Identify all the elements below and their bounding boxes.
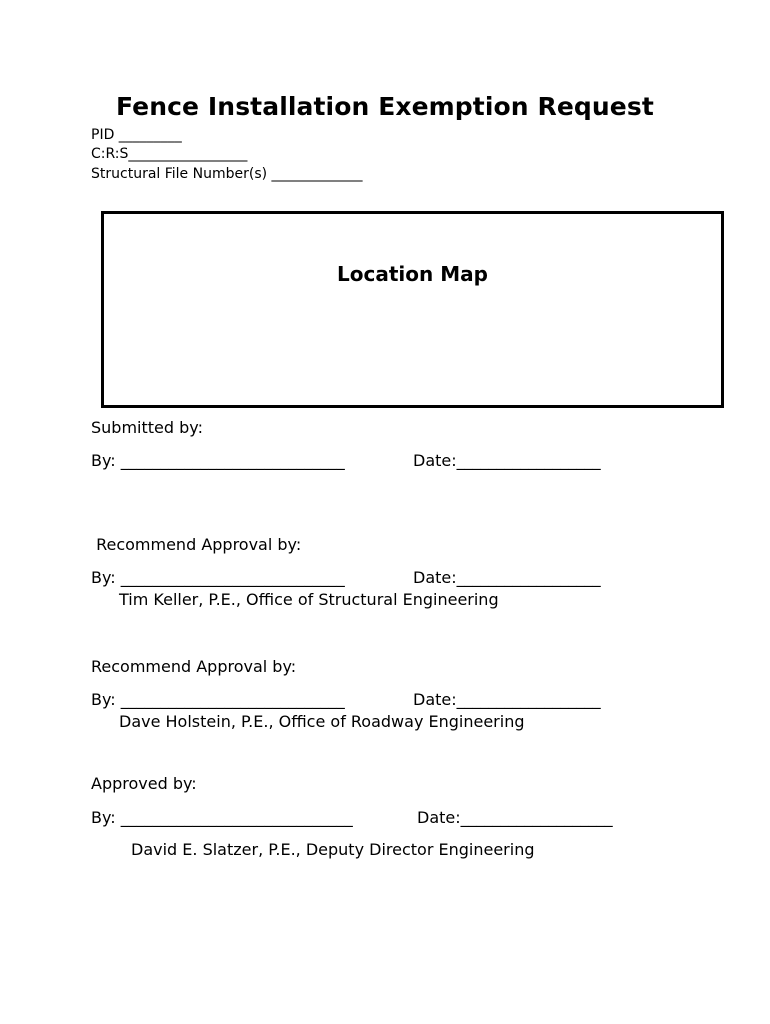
signer-name-2: Dave Holstein, P.E., Office of Roadway Engineering <box>119 712 525 731</box>
structural-file-field[interactable]: Structural File Number(s) _____________ <box>91 166 363 182</box>
approved-by-heading: Approved by: <box>91 774 197 793</box>
submitted-by-date-line[interactable]: Date:__________________ <box>413 451 601 470</box>
recommend-approval-date-line-1[interactable]: Date:__________________ <box>413 568 601 587</box>
submitted-by-signature-line[interactable]: By: ____________________________ <box>91 451 345 470</box>
crs-field[interactable]: C:R:S_________________ <box>91 146 248 162</box>
signer-name-3: David E. Slatzer, P.E., Deputy Director Engineering <box>131 840 535 859</box>
recommend-approval-heading-2: Recommend Approval by: <box>91 657 297 676</box>
pid-field[interactable]: PID _________ <box>91 127 182 143</box>
approved-by-date-line[interactable]: Date:___________________ <box>417 808 613 827</box>
recommend-approval-signature-line-1[interactable]: By: ____________________________ <box>91 568 345 587</box>
signer-name-1: Tim Keller, P.E., Office of Structural Engineering <box>119 590 499 609</box>
recommend-approval-signature-line-2[interactable]: By: ____________________________ <box>91 690 345 709</box>
submitted-by-heading: Submitted by: <box>91 418 203 437</box>
location-map-box <box>101 211 724 408</box>
approved-by-signature-line[interactable]: By: _____________________________ <box>91 808 353 827</box>
document-title: Fence Installation Exemption Request <box>116 92 654 121</box>
recommend-approval-heading-1: Recommend Approval by: <box>91 535 302 554</box>
location-map-label: Location Map <box>337 262 488 286</box>
recommend-approval-date-line-2[interactable]: Date:__________________ <box>413 690 601 709</box>
